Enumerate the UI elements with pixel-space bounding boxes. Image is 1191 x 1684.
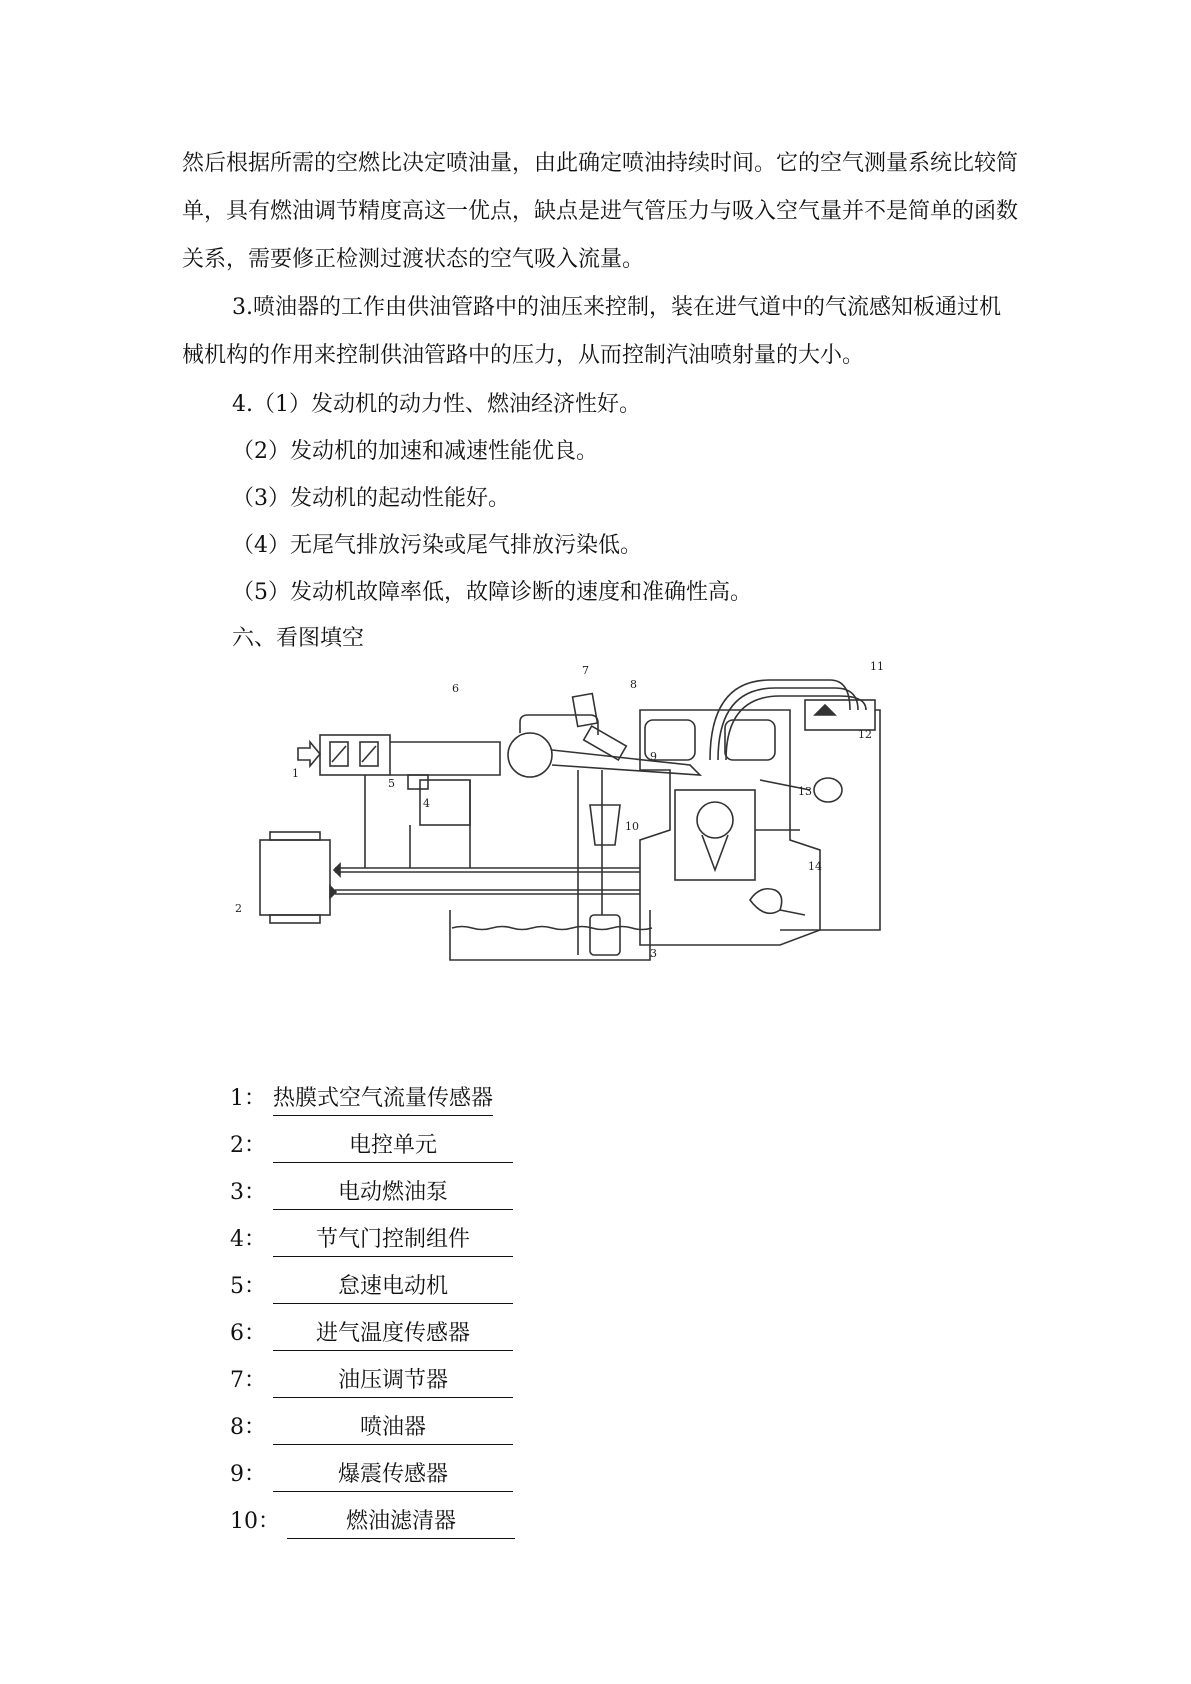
answer-number: 6：: [230, 1321, 266, 1346]
list-item: （2）发动机的加速和减速性能优良。: [232, 439, 598, 464]
answer-row: [230, 1178, 513, 1210]
answer-number: 4：: [230, 1227, 266, 1252]
answer-number: 8：: [230, 1415, 266, 1440]
figure-number-labels: [235, 660, 884, 960]
answer-row: [230, 1366, 513, 1398]
answer-row: [230, 1084, 493, 1116]
answer-text: 燃油滤清器: [287, 1507, 515, 1539]
label-5: 5: [388, 777, 395, 790]
answer-number: 10：: [230, 1509, 280, 1534]
list-item: （3）发动机的起动性能好。: [232, 486, 510, 511]
label-3: 3: [650, 947, 657, 960]
label-13: 13: [798, 785, 812, 798]
answer-row: [230, 1413, 513, 1445]
answer-text: 喷油器: [273, 1413, 513, 1445]
label-7: 7: [582, 664, 589, 677]
answer-text: 进气温度传感器: [273, 1319, 513, 1351]
answer-number: 2：: [230, 1133, 266, 1158]
answer-number: 7：: [230, 1368, 266, 1393]
engine-block: [640, 710, 820, 945]
answer-number: 9：: [230, 1462, 266, 1487]
list-item: （4）无尾气排放污染或尾气排放污染低。: [232, 533, 642, 558]
answer-text: 电动燃油泵: [273, 1178, 513, 1210]
label-4: 4: [423, 797, 430, 810]
label-10: 10: [625, 820, 639, 833]
answer-row: [230, 1225, 513, 1257]
answer-number: 3：: [230, 1180, 266, 1205]
answer-row: [230, 1272, 513, 1304]
section-title: 六、看图填空: [232, 626, 365, 651]
answer-text: 油压调节器: [273, 1366, 513, 1398]
ecu-box: [260, 840, 330, 915]
fuel-filter: [590, 805, 620, 845]
answer-text: 节气门控制组件: [273, 1225, 513, 1257]
label-1: 1: [292, 767, 299, 780]
surge-tank: [508, 733, 552, 777]
answer-number: 5：: [230, 1274, 266, 1299]
label-2: 2: [235, 902, 242, 915]
answer-number: 1：: [230, 1086, 266, 1111]
paragraph-answer-3: 3.喷油器的工作由供油管路中的油压来控制，装在进气道中的气流感知板通过机械机构的作用来控制供油管路中的压力，从而控制汽油喷射量的大小。: [182, 295, 1001, 368]
answer-row: [230, 1319, 513, 1351]
answer-text: 爆震传感器: [273, 1460, 513, 1492]
answer-text: 怠速电动机: [273, 1272, 513, 1304]
fuel-pump: [590, 915, 620, 955]
answer-row: [230, 1460, 513, 1492]
answer-row: [230, 1131, 513, 1163]
label-9: 9: [650, 750, 657, 763]
list-item: （5）发动机故障率低，故障诊断的速度和准确性高。: [232, 580, 752, 605]
answer-row: [230, 1507, 515, 1539]
label-8: 8: [630, 678, 637, 691]
answer-text: 电控单元: [273, 1131, 513, 1163]
answer-text: 热膜式空气流量传感器: [273, 1084, 493, 1116]
list-item: 4.（1）发动机的动力性、燃油经济性好。: [232, 392, 641, 417]
label-14: 14: [808, 860, 822, 873]
fuel-injection-diagram: [230, 660, 960, 1050]
label-12: 12: [858, 728, 872, 741]
paragraph-continuation: 然后根据所需的空燃比决定喷油量，由此确定喷油持续时间。它的空气测量系统比较简单，具有燃油调节精度高这一优点，缺点是进气管压力与吸入空气量并不是简单的函数关系，需要修正检测过渡状态的空气吸入流量。: [182, 151, 1019, 272]
label-6: 6: [452, 682, 459, 695]
intake-arrow-icon: [298, 742, 320, 766]
label-11: 11: [870, 660, 884, 673]
